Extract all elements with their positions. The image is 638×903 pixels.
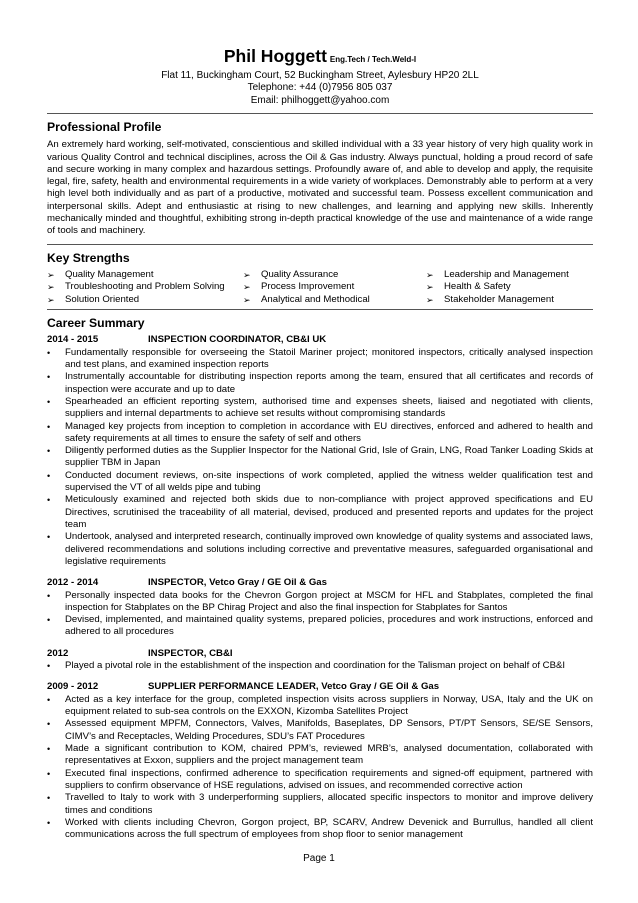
bullet-dot-icon: • bbox=[47, 768, 51, 779]
bullet-text: Worked with clients including Chevron, Gorgon project, BP, SCARV, Andrew Devenick and Burrullus, handled all client communications across the full spectrum of employees from shop floor to senior management bbox=[65, 816, 593, 841]
job-bullet bbox=[47, 396, 593, 421]
bullet-dot-icon: • bbox=[47, 590, 51, 601]
bullet-text: Undertook, analysed and interpreted research, continually improved own knowledge of quality systems and associated laws, delivered recommendations and solutions including corrective and preventative measures, safeguarded organisational and legislative requirements bbox=[65, 531, 593, 567]
bullet-text: Conducted document reviews, on-site inspections of work completed, applied the witness welder qualification test and supervised the VT of all welds pipe and tubing bbox=[65, 469, 593, 494]
bullet-text: Acted as a key interface for the group, completed inspection visits across suppliers in Norway, USA, Italy and the UK on equipment related to sub-sea controls on the EXXON, Kizomba Satellites Project bbox=[65, 693, 593, 718]
job-entry bbox=[47, 681, 593, 841]
job-dates: 2009 - 2012 bbox=[47, 681, 99, 693]
resume-header bbox=[47, 46, 593, 107]
arrow-bullet-icon: ➢ bbox=[243, 294, 251, 305]
candidate-name: Phil Hoggett bbox=[223, 46, 327, 66]
job-entry bbox=[47, 577, 593, 639]
job-bullets bbox=[47, 347, 593, 568]
telephone: Telephone: +44 (0)7956 805 037 bbox=[247, 82, 393, 94]
strengths-column bbox=[243, 269, 426, 307]
job-bullet bbox=[47, 614, 593, 639]
job-bullets bbox=[47, 694, 593, 842]
bullet-text: Made a significant contribution to KOM, chaired PPM’s, reviewed MRB’s, analysed documentation, collaborated with representatives at Exxon, suppliers and the project management team bbox=[65, 743, 593, 767]
job-dates: 2014 - 2015 bbox=[47, 334, 99, 346]
job-header bbox=[47, 334, 593, 346]
job-bullet bbox=[47, 494, 593, 531]
job-bullet bbox=[47, 817, 593, 842]
strengths-column bbox=[426, 269, 593, 307]
strengths-column bbox=[47, 269, 243, 307]
job-header bbox=[47, 648, 593, 660]
arrow-bullet-icon: ➢ bbox=[243, 282, 251, 293]
bullet-dot-icon: • bbox=[47, 421, 51, 432]
job-header bbox=[47, 577, 593, 589]
job-bullet bbox=[47, 660, 593, 672]
strength-item: ➢ Solution Oriented bbox=[47, 293, 140, 305]
strength-item: ➢ Health & Safety bbox=[426, 281, 511, 293]
job-bullet bbox=[47, 743, 593, 768]
bullet-text: Spearheaded an efficient reporting system, authorised time and expenses sheets, liaised and negotiated with clients, suppliers and internal departments to achieve set results without compromising standards bbox=[65, 395, 593, 420]
bullet-text: Personally inspected data books for the Chevron Gorgon project at MSCM for HFL and Stabplates, completed the final inspection for Stabplates on the BP Chirag Project and also the final inspection for Stabplates for Santos bbox=[65, 589, 593, 613]
arrow-bullet-icon: ➢ bbox=[47, 282, 55, 293]
job-bullet bbox=[47, 531, 593, 568]
strength-item: ➢ Troubleshooting and Problem Solving bbox=[47, 281, 225, 293]
bullet-dot-icon: • bbox=[47, 396, 51, 407]
bullet-dot-icon: • bbox=[47, 817, 51, 828]
bullet-text: Executed final inspections, confirmed adherence to specification requirements and signed-off equipment, partnered with suppliers to confirm observance of HSE regulations, advised on issues, and recommended corrective action bbox=[65, 767, 593, 791]
bullet-dot-icon: • bbox=[47, 372, 51, 383]
divider bbox=[47, 309, 593, 310]
divider bbox=[47, 244, 593, 245]
bullet-text: Played a pivotal role in the establishment of the inspection and coordination for the Talisman project on behalf of CB&I bbox=[65, 660, 566, 672]
career-heading: Career Summary bbox=[47, 316, 145, 331]
job-entry bbox=[47, 648, 593, 673]
job-bullets bbox=[47, 590, 593, 639]
job-dates: 2012 - 2014 bbox=[47, 577, 99, 589]
arrow-bullet-icon: ➢ bbox=[243, 269, 251, 280]
career-list bbox=[47, 334, 593, 841]
arrow-bullet-icon: ➢ bbox=[426, 294, 434, 305]
job-bullet bbox=[47, 718, 593, 743]
bullet-text: Travelled to Italy to work with 3 underperforming suppliers, allocated specific inspectors to monitor and improve delivery times and conditions bbox=[65, 792, 593, 816]
resume-page bbox=[47, 46, 593, 841]
job-bullet bbox=[47, 768, 593, 793]
divider bbox=[47, 113, 593, 114]
bullet-dot-icon: • bbox=[47, 532, 51, 543]
bullet-text: Diligently performed duties as the Supplier Inspector for the National Grid, Isle of Grain, LNG, Road Tanker Loading Skids at supplier TBM in Japan bbox=[65, 445, 593, 469]
email: Email: philhoggett@yahoo.com bbox=[250, 94, 390, 106]
strength-item: ➢ Leadership and Management bbox=[426, 268, 569, 280]
bullet-dot-icon: • bbox=[47, 446, 51, 457]
job-bullet bbox=[47, 590, 593, 615]
name-line bbox=[47, 46, 593, 70]
job-role: INSPECTION COORDINATOR, CB&I UK bbox=[148, 334, 327, 346]
bullet-text: Managed key projects from inception to completion in accordance with EU directives, enforced and adhered to health and safety requirements at all times to ensure the safety of self and others bbox=[65, 420, 593, 444]
bullet-dot-icon: • bbox=[47, 495, 51, 506]
strength-item: ➢ Process Improvement bbox=[243, 281, 355, 293]
job-bullet bbox=[47, 470, 593, 495]
strengths-grid bbox=[47, 269, 593, 307]
bullet-text: Instrumentally accountable for distributing inspection reports among the team, ensured that all certificates and records of inspection were accurate and up to date bbox=[65, 371, 593, 395]
strength-item: ➢ Quality Assurance bbox=[243, 268, 339, 280]
strengths-heading: Key Strengths bbox=[47, 250, 130, 265]
address: Flat 11, Buckingham Court, 52 Buckingham Street, Aylesbury HP20 2LL bbox=[161, 70, 479, 81]
job-bullet bbox=[47, 371, 593, 396]
job-bullet bbox=[47, 792, 593, 817]
bullet-dot-icon: • bbox=[47, 719, 51, 730]
profile-heading: Professional Profile bbox=[47, 120, 162, 135]
bullet-text: Devised, implemented, and maintained quality systems, prepared policies, procedures and work instructions, enforced and adhered to all procedures bbox=[65, 614, 593, 638]
bullet-dot-icon: • bbox=[47, 661, 51, 672]
arrow-bullet-icon: ➢ bbox=[47, 269, 55, 280]
job-bullets bbox=[47, 660, 593, 672]
job-bullet bbox=[47, 694, 593, 719]
bullet-text: Meticulously examined and rejected both skids due to non-compliance with project approved specifications and EU Directives, scrutinised the traceability of all material, devised, produced and presented reports and updates for the project team bbox=[65, 494, 593, 530]
bullet-dot-icon: • bbox=[47, 347, 51, 358]
job-entry bbox=[47, 334, 593, 568]
strength-item: ➢ Analytical and Methodical bbox=[243, 293, 370, 305]
bullet-dot-icon: • bbox=[47, 793, 51, 804]
job-role: INSPECTOR, CB&I bbox=[148, 647, 233, 659]
bullet-dot-icon: • bbox=[47, 744, 51, 755]
bullet-text: Assessed equipment MPFM, Connectors, Valves, Manifolds, Baseplates, DP Sensors, PT/PT Sensors, SE/SE Sensors, CIMV’s and Receptacles, Welding Procedures, SDU’s FAT Procedures bbox=[65, 718, 593, 742]
page-number: Page 1 bbox=[303, 853, 335, 864]
bullet-dot-icon: • bbox=[47, 615, 51, 626]
credentials: Eng.Tech / Tech.Weld-I bbox=[329, 55, 417, 64]
job-role: SUPPLIER PERFORMANCE LEADER, Vetco Gray / GE Oil & Gas bbox=[148, 681, 440, 693]
job-header bbox=[47, 681, 593, 693]
bullet-dot-icon: • bbox=[47, 470, 51, 481]
job-dates: 2012 bbox=[47, 647, 69, 659]
job-bullet bbox=[47, 421, 593, 446]
bullet-text: Fundamentally responsible for overseeing the Statoil Mariner project; monitored inspectors, critically analysed inspection and test plans, and examined inspection reports bbox=[65, 346, 593, 371]
arrow-bullet-icon: ➢ bbox=[426, 269, 434, 280]
profile-text: An extremely hard working, self-motivated, conscientious and skilled individual with a 33 year history of very high quality work in various Quality Control and technical disciplines, across the Oil & Gas industry. Always punctual, holding a proud record of safe and secure working in many complex and hazardous settings. Profoundly aware of, and able to develop and apply, the requisite legal, fire, safety, health and environmental requirements in a wide variety of workplaces. Demonstrably able to perform at a very high level both individually and as part of a productive, motivated and successful team. Possess excellent communication and interpersonal skills. Adept and enthusiastic at rising to new challenges, and learning and applying new skills. Inherently mechanically minded and thoughtful, exhibiting strong in-depth practical knowledge of the use and maintenance of a wide range of tools and machinery. bbox=[47, 139, 593, 237]
arrow-bullet-icon: ➢ bbox=[47, 294, 55, 305]
strength-item: ➢ Quality Management bbox=[47, 268, 154, 280]
job-bullet bbox=[47, 445, 593, 470]
strength-item: ➢ Stakeholder Management bbox=[426, 293, 554, 305]
job-role: INSPECTOR, Vetco Gray / GE Oil & Gas bbox=[148, 577, 327, 589]
job-bullet bbox=[47, 347, 593, 372]
arrow-bullet-icon: ➢ bbox=[426, 282, 434, 293]
bullet-dot-icon: • bbox=[47, 694, 51, 705]
